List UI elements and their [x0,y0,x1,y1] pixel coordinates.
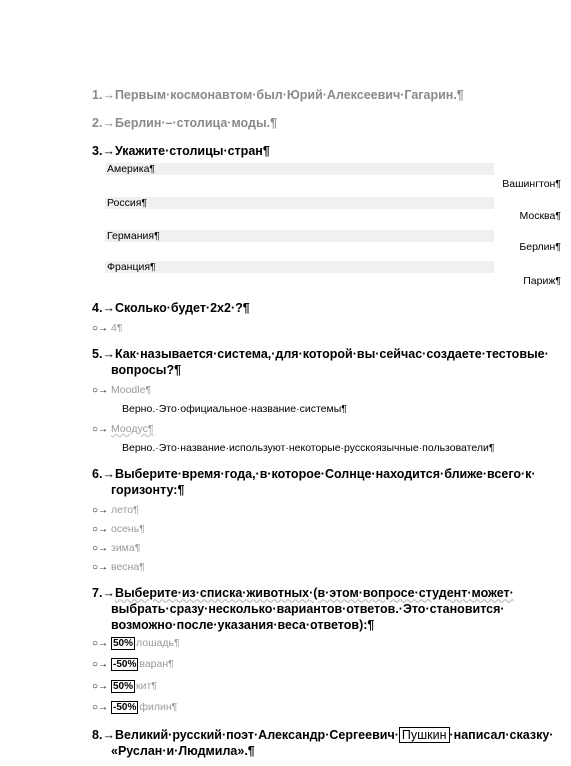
option-label: Моодус¶ [111,423,154,435]
option-bullet-icon: ○→ [92,424,109,435]
question-text-line1: Как·называется·система,·для·которой·вы·сейчас·создаете·тестовые· [114,347,549,361]
answer-option [92,701,177,714]
tab-arrow: → [102,301,115,315]
option-bullet-icon: ○→ [92,638,109,649]
tab-arrow: → [102,347,115,361]
answer-option [92,542,140,555]
tab-arrow: → [102,728,115,742]
match-row-bg [105,163,494,175]
question-text-line2: вопросы?¶ [111,363,182,377]
option-label: варан¶ [139,658,174,670]
option-feedback: Верно.·Это·название·используют·некоторые·русскоязычные·пользователи¶ [122,442,495,454]
question-text-line2: выбрать·сразу·несколько·вариантов·ответов.·Это·становится· [111,602,505,616]
question-number: 3. [92,144,103,158]
question-number: 1. [92,88,103,102]
weight-badge: 50% [113,681,134,692]
question-number: 6. [92,467,103,481]
match-right: Москва¶ [519,210,561,222]
answer-option [92,322,122,335]
weight-badge: -50% [113,659,137,670]
question-text-line1b: ·написал·сказку· [449,728,554,742]
question-8 [92,727,553,759]
question-1 [92,87,464,103]
question-text-line2: «Руслан·и·Людмила».¶ [111,744,255,758]
question-number: 8. [92,728,103,742]
question-5 [92,346,549,378]
option-label: лето¶ [111,504,139,516]
option-bullet-icon: ○→ [92,543,109,554]
option-bullet-icon: ○→ [92,702,109,713]
weight-badge: 50% [113,638,134,649]
option-label: филин¶ [139,701,178,713]
option-bullet-icon: ○→ [92,562,109,573]
match-row-bg [105,230,494,242]
tab-arrow: → [102,586,115,600]
question-6 [92,466,536,498]
match-right: Вашингтон¶ [502,178,561,190]
tab-arrow: → [102,467,115,481]
option-label: лошадь¶ [136,637,180,649]
tab-arrow: → [102,88,115,102]
question-number: 4. [92,301,103,315]
question-3 [92,143,270,159]
question-text-line1a: Великий·русский·поэт·Александр·Сергеевич· [114,728,399,742]
match-left: Германия¶ [107,230,160,242]
question-text-line2: горизонту:¶ [111,483,185,497]
answer-option [92,523,145,536]
question-text-line1: Выберите·время·года,·в·которое·Солнце·находится·ближе·всего·к· [114,467,536,481]
option-bullet-icon: ○→ [92,505,109,516]
question-text-line3: возможно·после·указания·веса·ответов):¶ [111,618,375,632]
option-label: 4¶ [111,322,123,334]
answer-option [92,423,153,436]
blank-answer-box: Пушкин [399,727,450,743]
answer-option [92,504,139,517]
match-left: Россия¶ [107,197,148,209]
tab-arrow: → [102,116,115,130]
question-number: 7. [92,586,103,600]
answer-option [92,384,151,397]
question-text-line1: Выберите·из·списка·животных·(в·этом·вопросе·студент·может· [114,586,514,600]
question-number: 5. [92,347,103,361]
option-label: зима¶ [111,542,141,554]
weight-badge: -50% [113,702,137,713]
question-text: Сколько·будет·2x2·?¶ [114,301,250,315]
option-bullet-icon: ○→ [92,524,109,535]
answer-option [92,658,174,671]
match-right: Берлин¶ [519,241,561,253]
question-4 [92,300,250,316]
answer-option [92,637,180,650]
match-right: Париж¶ [523,275,561,287]
option-label: осень¶ [111,523,145,535]
question-text: Укажите·столицы·стран¶ [114,144,270,158]
answer-option [92,680,157,693]
option-bullet-icon: ○→ [92,681,109,692]
option-bullet-icon: ○→ [92,385,109,396]
question-2 [92,115,277,131]
match-left: Америка¶ [107,163,156,175]
answer-option [92,561,145,574]
option-label: кит¶ [136,680,157,692]
match-row-bg [105,197,494,209]
option-bullet-icon: ○→ [92,659,109,670]
option-feedback: Верно.·Это·официальное·название·системы¶ [122,403,347,415]
question-text: Берлин·–·столица·моды.¶ [114,116,278,130]
question-7 [92,585,514,633]
option-bullet-icon: ○→ [92,323,109,334]
question-number: 2. [92,116,103,130]
question-text: Первым·космонавтом·был·Юрий·Алексеевич·Гагарин.¶ [114,88,464,102]
option-label: Moodle¶ [111,384,152,396]
option-label: весна¶ [111,561,145,573]
tab-arrow: → [102,144,115,158]
match-left: Франция¶ [107,261,156,273]
match-row-bg [105,261,494,273]
